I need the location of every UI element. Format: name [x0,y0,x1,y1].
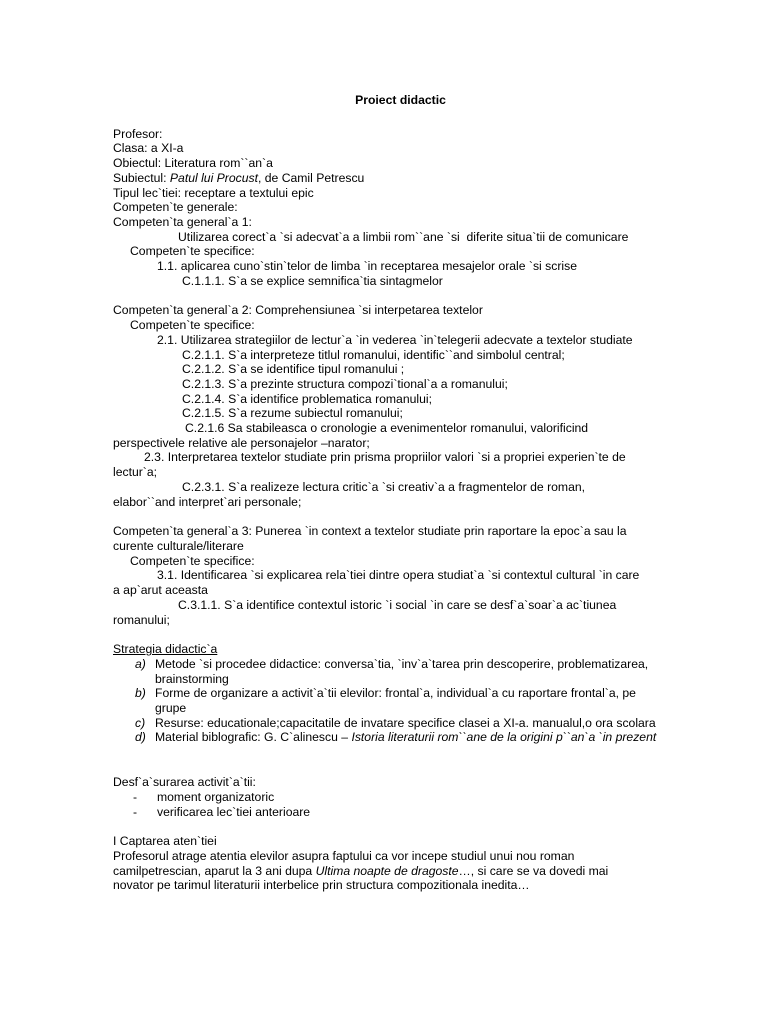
subiectul-suffix: , de Camil Petrescu [257,170,365,185]
captare-b-title: Ultima noapte de dragoste [315,863,459,878]
list-item-text: verificarea lec`tiei anterioare [157,804,311,819]
cg1-heading: Competen`ta general`a 1: [113,214,252,229]
list-item [113,790,658,805]
cg1-specifice: Competen`te specifice: [130,244,255,259]
cg3-s31-b: a ap`arut aceasta [113,583,208,598]
cg2-c231-b: elabor``and interpret`ari personale; [113,494,302,509]
strategia-heading: Strategia didactic`a [113,642,218,657]
list-marker: d) [135,730,146,745]
list-marker: a) [135,656,146,671]
cg1-text: Utilizarea corect`a `si adecvat`a a limbii rom``ane `si diferite situa`tii de comunicare [178,229,629,244]
cg3-heading-b: curente culturale/literare [113,538,244,553]
cg3-s31-a: 3.1. Identificarea `si explicarea rela`tiei dintre opera studiat`a `si contextul cultural `in care [157,568,640,583]
cg2-c211: C.2.1.1. S`a interpreteze titlul romanului, identific``and simbolul central; [182,347,565,362]
competente-generale-line: Competen`te generale: [113,200,238,215]
list-item-text: Forme de organizare a activit`a`tii elevilor: frontal`a, individual`a cu raportare frontal`a, pe grupe [155,686,636,716]
cg2-heading: Competen`ta general`a 2: Comprehensiunea `si interpetarea textelor [113,303,483,318]
cg2-c213: C.2.1.3. S`a prezinte structura compozi`tional`a a romanului; [182,376,508,391]
spacer [113,627,658,642]
cg2-specifice: Competen`te specifice: [130,318,255,333]
captare-paragraph-b [113,864,658,879]
document-page [113,93,658,893]
obiectul-line: Obiectul: Literatura rom``an`a [113,156,273,171]
cg2-c216-b: perspectivele relative ale personajelor –narator; [113,435,370,450]
list-item [113,730,658,745]
bibliography-prefix: Material biblografic: G. C`alinescu – [155,730,352,745]
profesor-line: Profesor: [113,126,163,141]
captare-paragraph-a: Profesorul atrage atentia elevilor asupra faptului ca vor incepe studiul unui nou roman [113,848,575,863]
clasa-line: Clasa: a XI-a [113,141,184,156]
list-item [113,805,658,820]
cg1-c111: C.1.1.1. S`a se explice semnifica`tia sintagmelor [182,273,443,288]
subiectul-prefix: Subiectul: [113,170,170,185]
cg1-s1: 1.1. aplicarea cuno`stin`telor de limba `in receptarea mesajelor orale `si scrise [157,259,577,274]
subiectul-line [113,171,658,186]
spacer [113,819,658,834]
list-item-text: Metode `si procedee didactice: conversa`tia, `inv`a`tarea prin descoperire, problematizarea, brainstorming [155,656,649,686]
cg3-c311-a: C.3.1.1. S`a identifice contextul istoric `i social `in care se desf`a`soar`a ac`tiunea [178,597,617,612]
cg3-specifice: Competen`te specifice: [130,553,255,568]
list-item [113,716,658,731]
captare-heading: I Captarea aten`tiei [113,834,217,849]
list-marker: b) [135,686,146,701]
cg2-s21: 2.1. Utilizarea strategiilor de lectur`a `in vederea `in`telegerii adecvate a textelor studiate [157,332,633,347]
cg2-s23-b: lectur`a; [113,465,158,480]
spacer [113,288,658,303]
cg2-s23-a: 2.3. Interpretarea textelor studiate prin prisma propriilor valori `si a propriei experien`te de [144,450,626,465]
list-item [113,686,658,715]
list-item-text: Resurse: educationale;capacitatile de invatare specifice clasei a XI-a. manualul,o ora scolara [155,715,656,730]
tipul-line: Tipul lec`tiei: receptare a textului epic [113,185,314,200]
list-item [113,657,658,686]
list-item-text [155,730,658,745]
dash-marker: - [133,789,138,804]
cg3-heading-a: Competen`ta general`a 3: Punerea `in context a textelor studiate prin raportare la epoc`a sau la [113,524,627,539]
cg2-c216-a: C.2.1.6 Sa stabileasca o cronologie a evenimentelor romanului, valorificind [185,421,589,436]
captare-paragraph-c: novator pe tarimul literaturii interbelice prin structura compozitionala inedita… [113,878,530,893]
subiectul-work-title: Patul lui Procust [169,170,258,185]
captare-b-prefix: camilpetrescian, aparut la 3 ani dupa [113,863,316,878]
spacer [113,509,658,524]
document-title: Proiect didactic [355,93,446,107]
list-item-text: moment organizatoric [157,789,275,804]
desfasurare-heading: Desf`a`surarea activit`a`tii: [113,775,256,790]
spacer [113,745,658,775]
cg2-c212: C.2.1.2. S`a se identifice tipul romanului ; [182,362,405,377]
captare-b-suffix: …, si care se va dovedi mai [458,863,609,878]
cg2-c231-a: C.2.3.1. S`a realizeze lectura critic`a `si creativ`a a fragmentelor de roman, [182,479,586,494]
cg2-c215: C.2.1.5. S`a rezume subiectul romanului; [182,406,403,421]
bibliography-title: Istoria literaturii rom``ane de la origini p``an`a `in prezent [351,730,657,745]
cg2-c214: C.2.1.4. S`a identifice problematica romanului; [182,391,432,406]
list-marker: c) [135,715,146,730]
cg3-c311-b: romanului; [113,612,170,627]
dash-marker: - [133,804,138,819]
strategia-list [113,657,658,745]
